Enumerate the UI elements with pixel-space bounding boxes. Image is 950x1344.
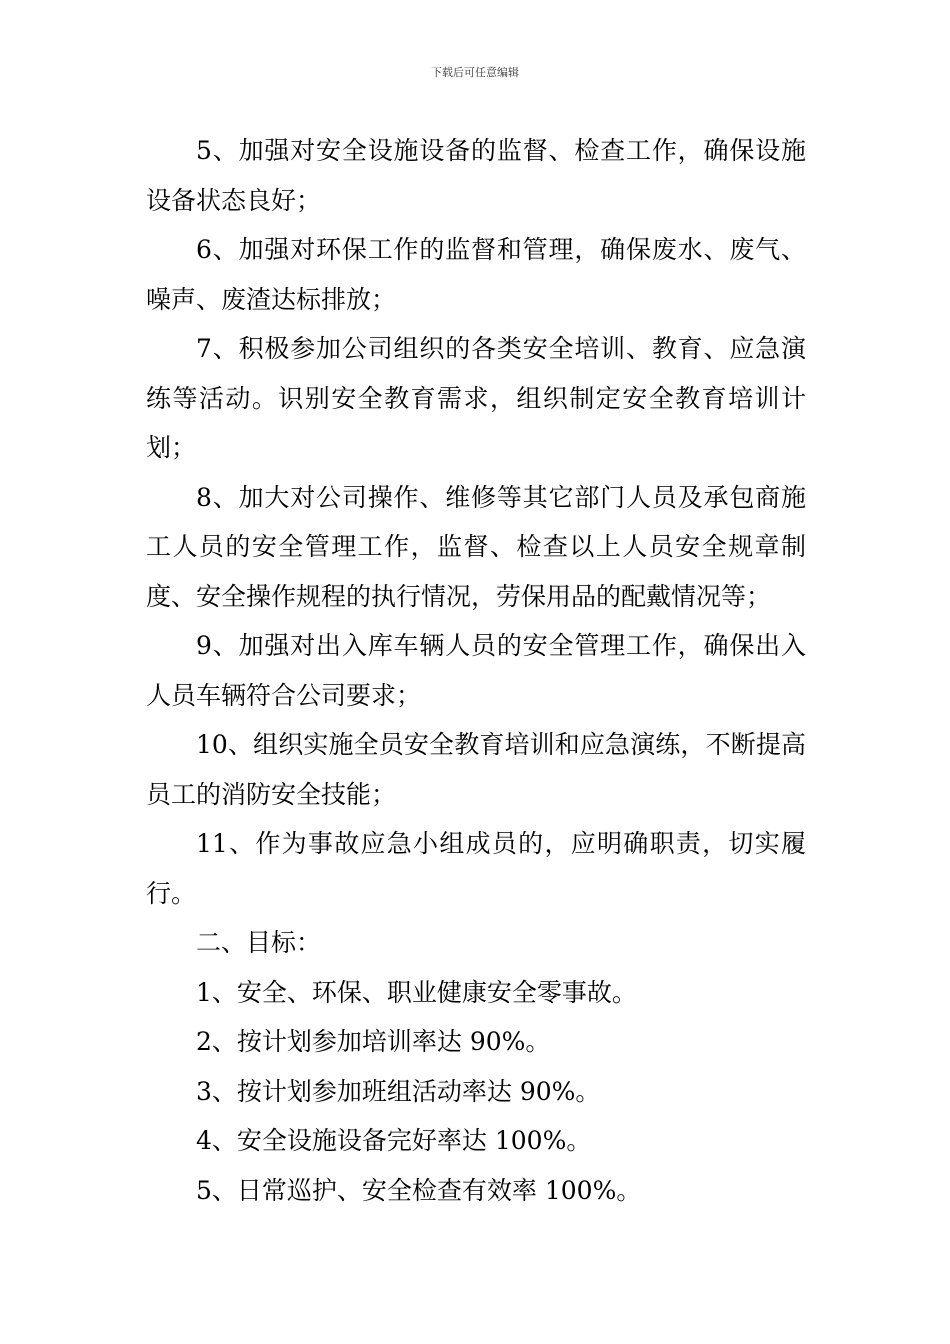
page-header-note: 下载后可任意编辑 [431,66,519,79]
paragraph-duty-5: 5、加强对安全设施设备的监督、检查工作，确保设施设备状态良好； [146,136,806,215]
goal-item-3: 3、按计划参加班组活动率达 90%。 [196,1076,601,1106]
document-body [146,126,806,1215]
paragraph-duty-11: 11、作为事故应急小组成员的，应明确职责，切实履行。 [146,829,806,908]
paragraph-duty-6: 6、加强对环保工作的监督和管理，确保废水、废气、噪声、废渣达标排放； [146,235,806,314]
paragraph-duty-9: 9、加强对出入库车辆人员的安全管理工作，确保出入人员车辆符合公司要求； [146,631,806,710]
paragraph-duty-10: 10、组织实施全员安全教育培训和应急演练，不断提高员工的消防安全技能； [146,730,806,809]
goal-item-2: 2、按计划参加培训率达 90%。 [196,1027,551,1056]
goal-item-4: 4、安全设施设备完好率达 100%。 [196,1126,592,1155]
goal-item-5: 5、日常巡护、安全检查有效率 100%。 [196,1175,642,1205]
paragraph-duty-7: 7、积极参加公司组织的各类安全培训、教育、应急演练等活动。识别安全教育需求，组织制定安全教育培训计划； [146,334,806,462]
section-heading-goals: 二、目标： [196,928,322,957]
paragraph-duty-8: 8、加大对公司操作、维修等其它部门人员及承包商施工人员的安全管理工作，监督、检查以上人员安全规章制度、安全操作规程的执行情况，劳保用品的配戴情况等； [146,482,806,611]
goal-item-1: 1、安全、环保、职业健康安全零事故。 [196,977,637,1007]
